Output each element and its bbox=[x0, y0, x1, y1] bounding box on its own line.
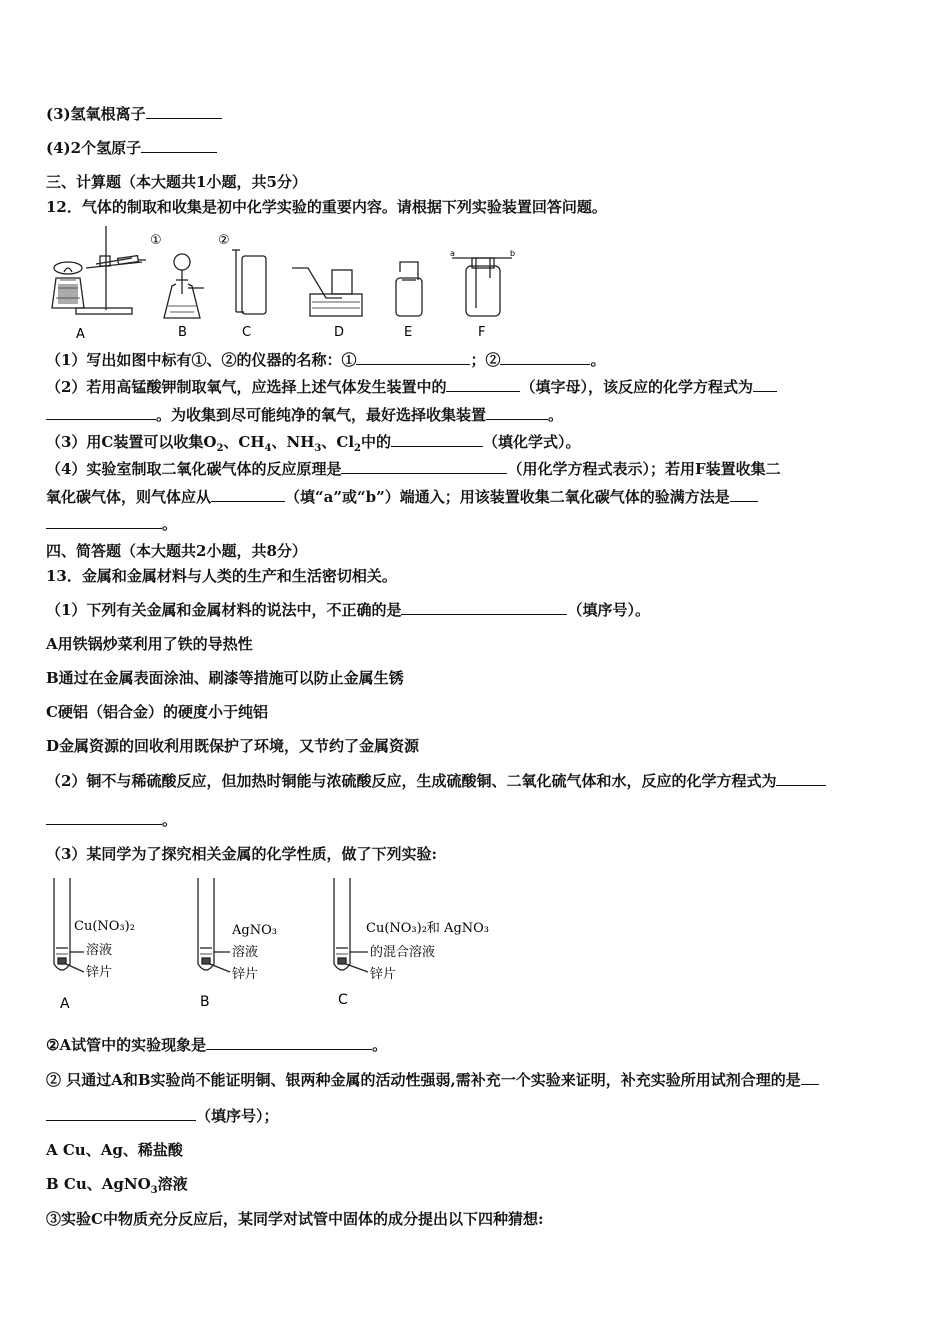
q13-sub-3: ③实验C中物质充分反应后，某同学对试管中固体的成分提出以下四种猜想: bbox=[46, 1210, 544, 1228]
tube-b-solution: AgNO₃ bbox=[232, 923, 277, 938]
answer-blank[interactable] bbox=[801, 1070, 819, 1085]
answer-blank[interactable] bbox=[356, 350, 470, 365]
answer-blank[interactable] bbox=[141, 138, 217, 153]
q13-part-3: （3）某同学为了探究相关金属的化学性质，做了下列实验: bbox=[46, 845, 437, 863]
port-a: a bbox=[450, 249, 455, 258]
tube-c-label: C bbox=[338, 992, 348, 1008]
answer-blank[interactable] bbox=[46, 405, 156, 420]
answer-blank[interactable] bbox=[46, 514, 162, 529]
label-b: B bbox=[178, 325, 187, 340]
q13-option-b2: B Cu、AgNO$_3$溶液 bbox=[46, 1175, 188, 1196]
answer-blank[interactable] bbox=[146, 104, 222, 119]
q13-sub-2-line1: ② 只通过A和B实验尚不能证明铜、银两种金属的活动性强弱,需补充一个实验来证明，补充实验所用试剂合理的是 bbox=[46, 1070, 819, 1090]
answer-blank[interactable] bbox=[206, 1035, 372, 1050]
label-e: E bbox=[404, 325, 413, 340]
answer-blank[interactable] bbox=[486, 405, 548, 420]
q11-item-4: (4)2个氢原子 bbox=[46, 138, 217, 158]
test-tube-c bbox=[334, 878, 368, 972]
marker-1: ① bbox=[150, 233, 162, 248]
apparatus-figure bbox=[46, 222, 526, 342]
tube-a-label: A bbox=[60, 996, 70, 1012]
answer-blank[interactable] bbox=[46, 810, 162, 825]
port-b: b bbox=[510, 249, 516, 258]
q13-option-b: B通过在金属表面涂油、刷漆等措施可以防止金属生锈 bbox=[46, 669, 404, 687]
tube-a-solution: Cu(NO₃)₂ bbox=[74, 919, 135, 934]
q13-sub-2-line2: （填序号）； bbox=[46, 1106, 279, 1126]
label-a: A bbox=[76, 327, 85, 342]
apparatus-f bbox=[452, 258, 512, 316]
marker-2: ② bbox=[218, 233, 230, 248]
answer-blank[interactable] bbox=[753, 377, 777, 392]
answer-blank[interactable] bbox=[500, 350, 590, 365]
label-c: C bbox=[242, 325, 252, 340]
q12-stem: 12．气体的制取和收集是初中化学实验的重要内容。请根据下列实验装置回答问题。 bbox=[46, 198, 607, 216]
q12-part-2-line1: （2）若用高锰酸钾制取氧气，应选择上述气体发生装置中的 （填字母），该反应的化学方程式为 bbox=[46, 377, 777, 397]
answer-blank[interactable] bbox=[730, 487, 758, 502]
tube-a-metal: 锌片 bbox=[86, 965, 113, 980]
q12-part-4-line2: 氧化碳气体，则气体应从 （填“a”或“b”）端通入；用该装置收集二氧化碳气体的验满方法是 bbox=[46, 487, 758, 507]
q13-stem: 13．金属和金属材料与人类的生产和生活密切相关。 bbox=[46, 567, 397, 585]
q13-option-c: C硬铝（铝合金）的硬度小于纯铝 bbox=[46, 703, 268, 721]
q12-part-4-line3: 。 bbox=[46, 514, 177, 534]
answer-blank[interactable] bbox=[211, 487, 285, 502]
tube-b-sol-word: 溶液 bbox=[232, 945, 259, 960]
test-tube-b bbox=[198, 878, 230, 972]
answer-blank[interactable] bbox=[776, 771, 826, 786]
answer-blank[interactable] bbox=[446, 377, 520, 392]
q12-part-1: （1）写出如图中标有①、②的仪器的名称：① ；② 。 bbox=[46, 351, 606, 369]
q13-part-2-line2: 。 bbox=[46, 810, 177, 830]
apparatus-c bbox=[232, 250, 266, 314]
label-f: F bbox=[478, 325, 486, 340]
apparatus-a bbox=[52, 226, 146, 314]
q13-option-a: A用铁锅炒菜利用了铁的导热性 bbox=[46, 635, 253, 653]
answer-blank[interactable] bbox=[391, 432, 483, 447]
q13-part-1: （1）下列有关金属和金属材料的说法中，不正确的是 （填序号）。 bbox=[46, 601, 650, 619]
section-3-title: 三、计算题（本大题共1小题，共5分） bbox=[46, 173, 307, 191]
tube-b-metal: 锌片 bbox=[232, 967, 259, 982]
tube-c-solution: Cu(NO₃)₂和 AgNO₃ bbox=[366, 921, 490, 936]
q13-sub-1: ②A试管中的实验现象是 。 bbox=[46, 1036, 388, 1054]
tube-c-metal: 锌片 bbox=[370, 967, 397, 982]
q13-part-2-line1: （2）铜不与稀硫酸反应，但加热时铜能与浓硫酸反应，生成硫酸铜、二氧化硫气体和水，反应的化学方程式为 bbox=[46, 771, 826, 791]
section-4-title: 四、简答题（本大题共2小题，共8分） bbox=[46, 542, 307, 560]
label-d: D bbox=[334, 325, 345, 340]
answer-blank[interactable] bbox=[46, 1106, 196, 1121]
apparatus-d bbox=[292, 268, 362, 316]
q13-option-a2: A Cu、Ag、稀盐酸 bbox=[46, 1141, 183, 1159]
tube-b-label: B bbox=[200, 994, 210, 1010]
tube-a-sol-word: 溶液 bbox=[86, 943, 113, 958]
test-tube-figure bbox=[46, 872, 526, 1014]
q12-part-3: （3）用C装置可以收集$O_2$、$CH_4$、$NH_3$、$Cl_2$中的 （填化学式）。 bbox=[46, 433, 581, 454]
answer-blank[interactable] bbox=[401, 600, 567, 615]
apparatus-b bbox=[164, 254, 204, 318]
tube-c-sol-word: 的混合溶液 bbox=[370, 945, 436, 960]
q13-option-d: D金属资源的回收利用既保护了环境，又节约了金属资源 bbox=[46, 737, 420, 755]
q11-item-3: (3)氢氧根离子 bbox=[46, 104, 222, 124]
apparatus-e bbox=[396, 262, 422, 316]
answer-blank[interactable] bbox=[341, 459, 507, 474]
q12-part-2-line2: 。为收集到尽可能纯净的氧气，最好选择收集装置 。 bbox=[46, 405, 563, 425]
q12-part-4-line1: （4）实验室制取二氧化碳气体的反应原理是 （用化学方程式表示）；若用F装置收集二 bbox=[46, 460, 781, 478]
